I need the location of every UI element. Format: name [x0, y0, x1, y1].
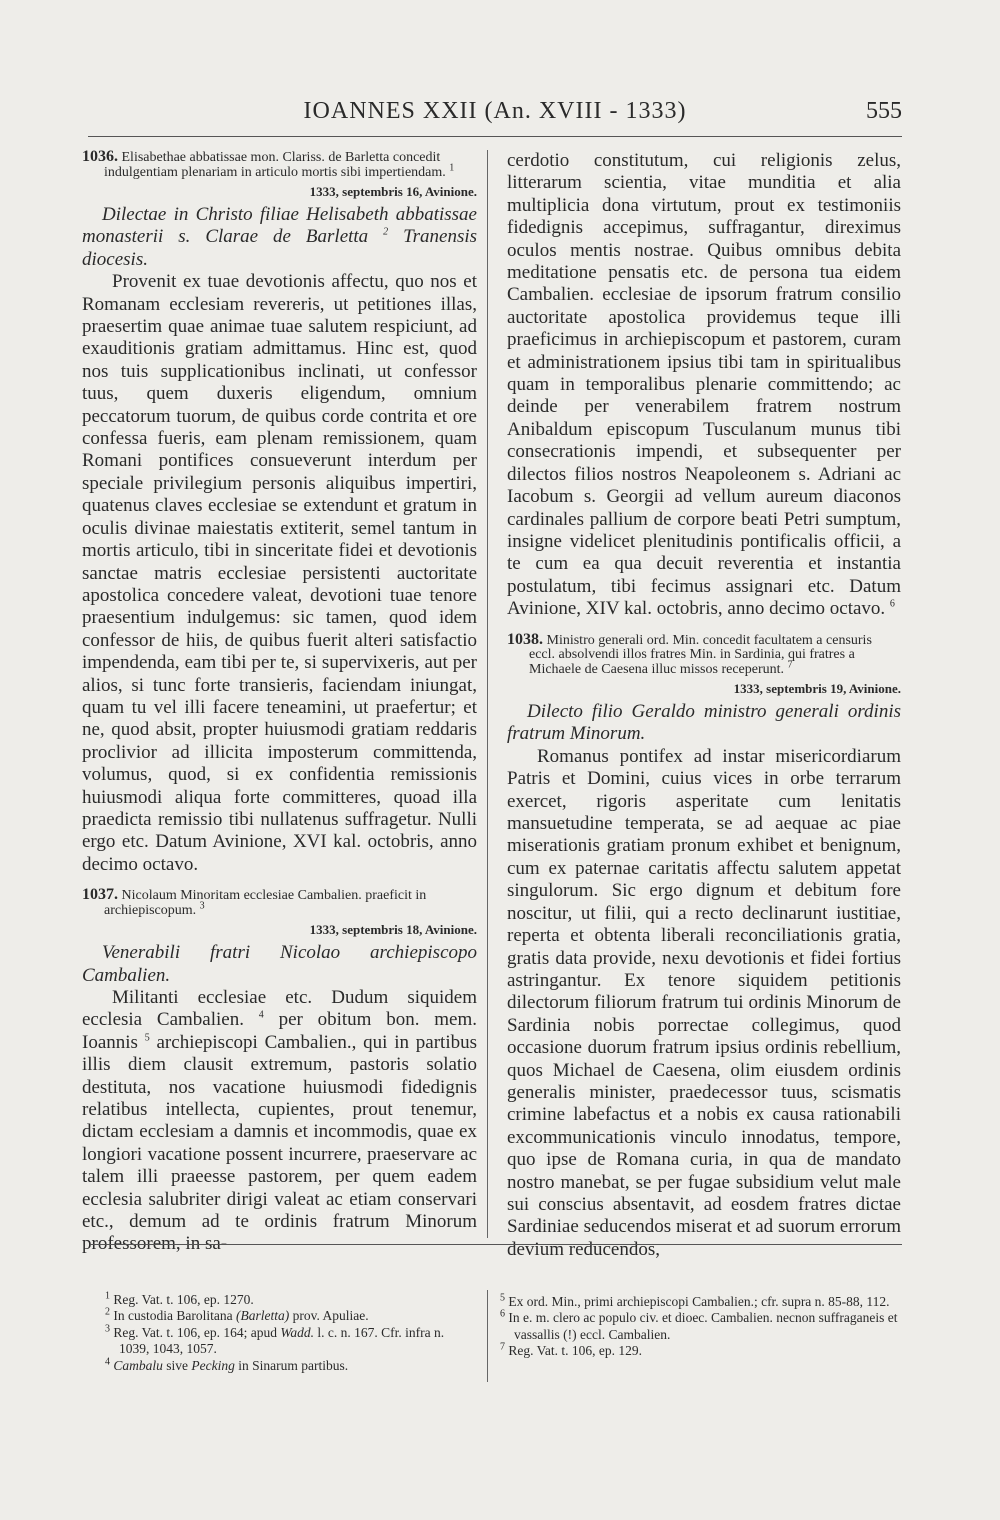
footnote-text-italic: Wadd.	[280, 1324, 314, 1340]
footnote-number: 7	[500, 1341, 505, 1353]
spacer	[82, 876, 477, 888]
footnote-divider	[487, 1290, 488, 1382]
footnote-text: l. c. n. 167. Cfr. infra n. 1039, 1043, 1057.	[119, 1324, 445, 1357]
footnote-text-italic: Pecking	[191, 1357, 235, 1373]
spacer	[507, 621, 901, 633]
footnote-text-italic: (Barletta)	[235, 1308, 290, 1324]
footnote	[500, 1310, 898, 1343]
footnote	[105, 1308, 475, 1324]
entry-body-text	[82, 987, 477, 1256]
footnotes-left	[105, 1292, 475, 1374]
entry-body-continuation	[507, 150, 901, 621]
body-text: archiepiscopi Cambalien., qui in partibus illis diem clausit extremum, pastoris solatio destituta, nos vacatione huiusmodi fidedignis relatibus intellecta, cupientes, prout tenemur, dictam ecclesiam a damnis et incommodis, quae ex longiori vacatione possent incurrere, praeservare ac talem illi praeesse pastorem, per quem eadem ecclesia salubriter dirigi valeat ac etiam conservari etc., demum ad te ordinis fratrum Minorum professorem, in sa-	[82, 1031, 477, 1255]
entry-number: 1037.	[82, 886, 118, 904]
footnote-text: Reg. Vat. t. 106, ep. 129.	[508, 1343, 642, 1359]
footnote-rule	[90, 1244, 902, 1245]
footnote-mark: 6	[889, 598, 895, 610]
footnote	[105, 1325, 475, 1358]
footnote-text: Ex ord. Min., primi archiepiscopi Cambalien.; cfr. supra n. 85-88, 112.	[508, 1294, 890, 1309]
footnote-number: 5	[500, 1292, 505, 1304]
header-rule	[88, 136, 902, 137]
footnote-number: 4	[105, 1356, 110, 1368]
entry-address: Dilecto filio Geraldo ministro generali ordinis fratrum Minorum.	[507, 701, 901, 745]
footnote-text: in Sinarum partibus.	[238, 1357, 349, 1373]
entry-body-text: Romanus pontifex ad instar misericordiarum Patris et Domini, cuius vices in orbe terrarum exercet, rigoris asperitate cum lenitatis mansuetudine temperata, se ad aequae ac piae miserationis gratiam pronum exhibet et benignum, cum ex paternae caritatis affectu salutem appetat singulorum. Sic ergo dignum et debitum fore noscitur, ut filii, qui a recto declinarunt iustitiae, reperta et obtenta liberali reconciliationis gratia, gratis data provide, nexu devotionis et fidei fortius astringantur. Ex tenore siquidem petitionis dilectorum filiorum fratrum tui ordinis Minorum de Sardinia nobis porrectae collegimus, quod occasione duorum fratrum ipsius ordinis rebellium, quos Michael de Caesena, olim eiusdem ordinis generalis minister, praedecessor tuus, scismatis crimine labefactus et a nobis ex causa rationabili excommunicationis vinculo innodatus, tempore, quo ipse de Romana curia, in qua de mandato nostro manebat, se per fugae subsidium velut male sui conscius absentavit, ad eosdem fratres dictae Sardiniae seducendos miserat et ad suorum errorum devium reducendos,	[507, 745, 901, 1260]
entry-summary-text: Nicolaum Minoritam ecclesiae Cambalien. praeficit in archiepiscopum.	[104, 888, 427, 918]
entry-address	[82, 204, 477, 271]
footnote-number: 1	[105, 1290, 110, 1302]
entry-body-text: Provenit ex tuae devotionis affectu, quo nos et Romanam ecclesiam revereris, ut petitiones illas, praesertim quae animae tuae salutem respiciunt, ad exauditionis gratiam admittamus. Hinc est, quod nos tuis supplicationibus inclinati, ut confessor tuus, quem duxeris eligendum, omnium peccatorum tuorum, de quibus corde contrita et ore confessa fueris, eam plenam remissionem, quam Romani pontifices consueverunt interdum per speciale privilegium personis aliquibus impertiri, quatenus claves ecclesiae se extendunt et gratum in oculis divinae maiestatis extiterit, semel tantum in mortis articulo, tibi in sinceritate fidei et devotionis sanctae matris ecclesiae persistenti auctoritate apostolica concedere valeat, devotioni tuae tenore praesentium indulgemus: sic tamen, quod idem confessor de hiis, de quibus fuerit alteri satisfactio impendenda, eam tibi per te, si supervixeris, aut per alios, si tunc forte transieris, faciendam iniungat, quam tu vel illi facere teneamini, ut praefertur; et ne, quod absit, propter huiusmodi gratiam reddaris proclivior ad illicita imposterum committenda, volumus, quod, si ex confidentia remissionis huiusmodi aliqua forte committeres, quoad illa praedicta remissio tibi nullatenus suffragetur. Nulli ergo etc. Datum Avinione, XVI kal. octobris, anno decimo octavo.	[82, 271, 477, 875]
column-divider	[487, 150, 488, 1238]
footnote-text: Reg. Vat. t. 106, ep. 1270.	[113, 1292, 254, 1307]
entry-summary-text: Ministro generali ord. Min. concedit facultatem a censuris eccl. absolvendi illos fratres Min. in Sardinia, qui fratres a Michaele de Caesena illuc missos receperunt.	[529, 632, 872, 677]
footnote-mark: 5	[144, 1032, 150, 1044]
entry-number: 1036.	[82, 148, 118, 165]
footnotes-right	[500, 1294, 898, 1360]
body-text: Militanti ecclesiae etc. Dudum siquidem ecclesia Cambalien.	[82, 987, 477, 1031]
left-column	[82, 150, 477, 1256]
footnote	[105, 1358, 475, 1374]
entry-date: 1333, septembris 16, Avinione.	[309, 184, 477, 199]
running-title: IOANNES XXII (An. XVIII - 1333)	[303, 98, 687, 124]
entry-date: 1333, septembris 18, Avinione.	[309, 922, 477, 938]
entry-1037-summary	[82, 888, 477, 918]
footnote-number: 2	[105, 1306, 110, 1318]
footnote-number: 6	[500, 1308, 505, 1320]
footnote-number: 3	[105, 1323, 110, 1335]
entry-number: 1038.	[507, 630, 543, 648]
page-number: 555	[866, 98, 902, 124]
address-text: Dilectae in Christo filiae Helisabeth abbatissae monasterii s. Clarae de Barletta	[82, 204, 477, 248]
footnote-mark: 3	[199, 900, 205, 912]
right-column	[507, 150, 901, 1261]
footnote-text: In custodia Barolitana	[113, 1308, 233, 1324]
footnote-mark: 2	[383, 227, 389, 239]
footnote-mark: 1	[449, 161, 455, 173]
footnote-mark: 7	[787, 658, 793, 670]
address-text: Tranensis diocesis.	[82, 226, 478, 270]
footnote-mark: 4	[258, 1010, 264, 1022]
entry-address: Venerabili fratri Nicolao archiepiscopo Cambalien.	[82, 942, 477, 986]
footnote	[500, 1343, 898, 1359]
footnote	[500, 1294, 898, 1310]
entry-summary-text: Elisabethae abbatissae mon. Clariss. de Barletta concedit indulgentiam plenariam in articulo mortis sibi impertiendam.	[104, 150, 446, 180]
entry-date: 1333, septembris 19, Avinione.	[733, 681, 901, 697]
body-text: per obitum bon. mem. Ioannis	[82, 1009, 478, 1053]
footnote	[105, 1292, 475, 1308]
footnote-text-italic: Cambalu	[113, 1357, 163, 1373]
footnote-text: sive	[166, 1357, 189, 1373]
footnote-text: prov. Apuliae.	[292, 1308, 369, 1324]
footnote-text: Reg. Vat. t. 106, ep. 164; apud	[113, 1324, 277, 1340]
body-text: cerdotio constitutum, cui religionis zelus, litterarum scientia, vitae munditia et alia multiplicia dona virtutum, prout ex testimoniis fidedignis accepimus, suffragantur, direximus oculos mentis nostrae. Quibus omnibus debita meditatione pensatis etc. de persona tua eidem Cambalien. ecclesiae de ipsorum fratrum consilio auctoritate apostolica providemus teque illi praeficimus in archiepiscopum et pastorem, curam et administrationem ipsius tibi tam in spiritualibus quam in temporalibus plenarie committendo; ac deinde per venerabilem fratrem nostrum Anibaldum episcopum Tusculanum munus tibi consecrationis impendi, et subsequenter per dilectos filios nostros Neapoleonem s. Adriani ac Iacobum s. Georgii ad vellum aureum diaconos cardinales pallium de corpore beati Petri sumptum, insigne videlicet plenitudinis pontificalis officii, a te cum ea qua decuit reverentia et instantia postulatum, tibi fecimus assignari etc. Datum Avinione, XIV kal. octobris, anno decimo octavo.	[507, 150, 901, 620]
entry-1036-summary	[82, 150, 477, 180]
running-header	[88, 98, 902, 132]
entry-1038-summary	[507, 630, 901, 678]
footnote-text: In e. m. clero ac populo civ. et dioec. Cambalien. necnon suffraganeis et vassallis (!) eccl. Cambalien.	[508, 1310, 898, 1342]
